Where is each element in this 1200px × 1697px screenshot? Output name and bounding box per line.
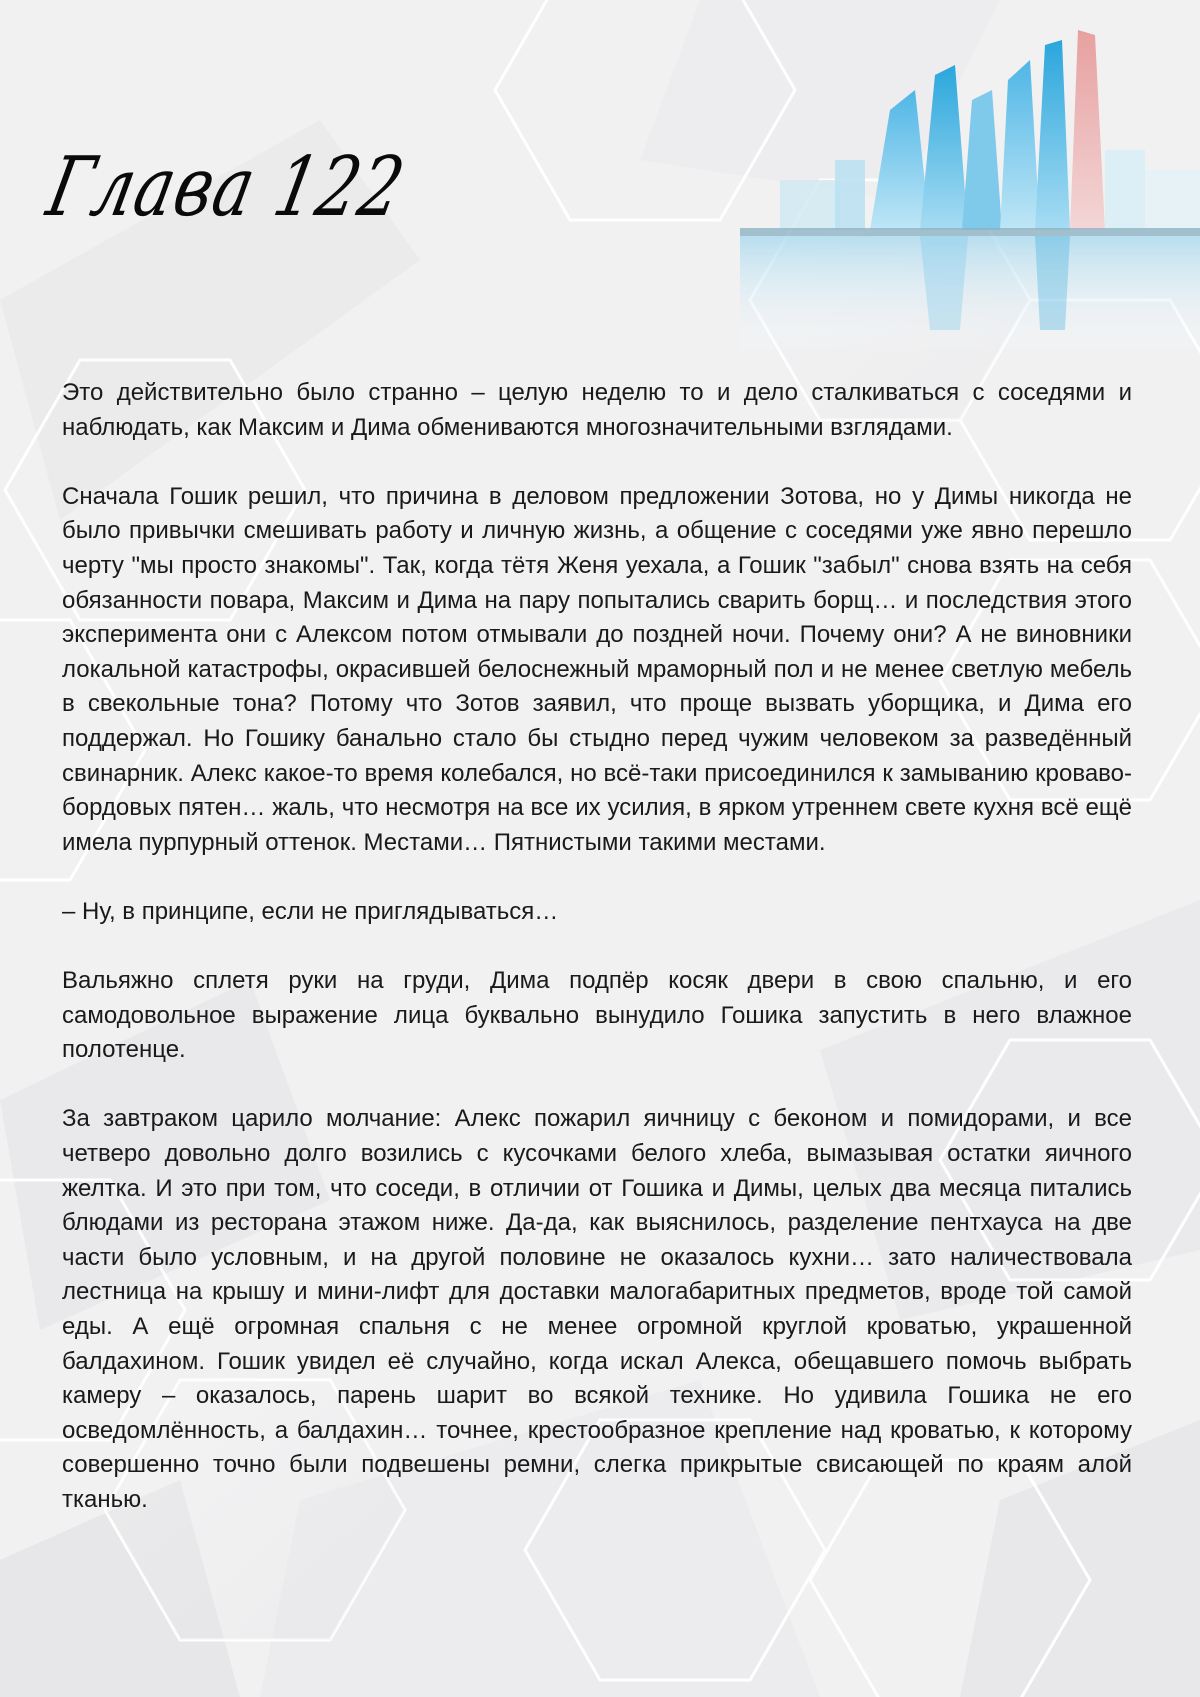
paragraph-1: Это действительно было странно – целую неделю то и дело сталкиваться с соседями и наблюдать, как Максим и Дима обмениваются многозначительными взглядами. [62,379,1132,441]
chapter-title: Глава 122 [39,140,414,235]
city-skyline-image [740,30,1200,380]
paragraph-3: – Ну, в принципе, если не приглядываться… [62,897,559,925]
paragraph-2: Сначала Гошик решил, что причина в деловом предложении Зотова, но у Димы никогда не было привычки смешивать работу и личную жизнь, а общение с соседями уже явно перешло черту "мы просто знакомы". Так, когда тётя Женя уехала, а Гошик "забыл" снова взять на себя обязанности повара, Максим и Дима на пару попытались сварить борщ… и последствия этого эксперимента они с Алексом потом отмывали до поздней ночи. Почему они? А не виновники локальной катастрофы, окрасившей белоснежный мраморный пол и не менее светлую мебель в свекольные тона? Потому что Зотов заявил, что проще вызвать уборщика, и Дима его поддержал. Но Гошику банально стало бы стыдно перед чужим человеком за разведённый свинарник. Алекс какое-то время колебался, но всё-таки присоединился к замыванию кроваво-бордовых пятен… жаль, что несмотря на все их усилия, в ярком утреннем свете кухня всё ещё имела пурпурный оттенок. Местами… Пятнистыми такими местами. [62,482,1132,856]
chapter-body [62,376,1132,1518]
paragraph-5: За завтраком царило молчание: Алекс пожарил яичницу с беконом и помидорами, и все четверо довольно долго возились с кусочками белого хлеба, вымазывая остатки яичного желтка. И это при том, что соседи, в отличии от Гошика и Димы, целых два месяца питались блюдами из ресторана этажом ниже. Да-да, как выяснилось, разделение пентхауса на две части было условным, и на другой половине не оказалось кухни… зато наличествовала лестница на крышу и мини-лифт для доставки малогабаритных предметов, вроде той самой еды. А ещё огромная спальня с не менее огромной круглой кроватью, украшенной балдахином. Гошик увидел её случайно, когда искал Алекса, обещавшего помочь выбрать камеру – оказалось, парень шарит во всякой технике. Но удивила Гошика не его осведомлённость, а балдахин… точнее, крестообразное крепление над кроватью, к которому совершенно точно были подвешены ремни, слегка прикрытые свисающей по краям алой тканью. [62,1105,1132,1513]
paragraph-4: Вальяжно сплетя руки на груди, Дима подпёр косяк двери в свою спальню, и его самодовольное выражение лица буквально вынудило Гошика запустить в него влажное полотенце. [62,967,1132,1064]
